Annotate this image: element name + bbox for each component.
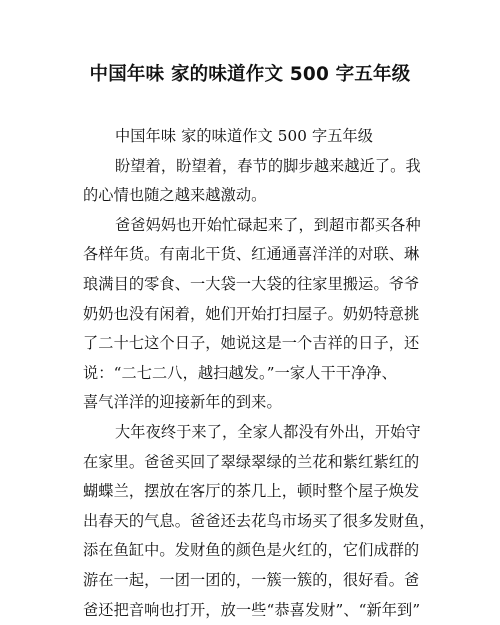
essay-body: [83, 122, 423, 625]
document-title: 中国年味 家的味道作文 500 字五年级: [0, 62, 500, 88]
essay-line: 爸爸妈妈也开始忙碌起来了，到超市都买各种: [83, 211, 423, 241]
essay-subtitle-line: 中国年味 家的味道作文 500 字五年级: [83, 122, 423, 152]
essay-line: 说：“二七二八，越扫越发。”一家人干干净净、: [83, 359, 423, 389]
essay-line: 了二十七这个日子，她说这是一个吉祥的日子，还: [83, 329, 423, 359]
essay-line: 奶奶也没有闲着，她们开始打扫屋子。奶奶特意挑: [83, 300, 423, 330]
essay-line: 的心情也随之越来越激动。: [83, 181, 423, 211]
essay-line: 游在一起，一团一团的，一簇一簇的，很好看。爸: [83, 566, 423, 596]
essay-line: 琅满目的零食、一大袋一大袋的往家里搬运。爷爷: [83, 270, 423, 300]
essay-line: 出春天的气息。爸爸还去花鸟市场买了很多发财鱼，: [83, 507, 423, 537]
essay-line: 在家里。爸爸买回了翠绿翠绿的兰花和紫红紫红的: [83, 448, 423, 478]
essay-line: 添在鱼缸中。发财鱼的颜色是火红的，它们成群的: [83, 536, 423, 566]
essay-line: 喜气洋洋的迎接新年的到来。: [83, 388, 423, 418]
essay-line: 各样年货。有南北干货、红通通喜洋洋的对联、琳: [83, 240, 423, 270]
essay-line: 大年夜终于来了，全家人都没有外出，开始守: [83, 418, 423, 448]
essay-line: 爸还把音响也打开，放一些“恭喜发财”、“新年到”: [83, 596, 423, 625]
essay-line: 蝴蝶兰，摆放在客厅的茶几上，顿时整个屋子焕发: [83, 477, 423, 507]
essay-line: 盼望着，盼望着，春节的脚步越来越近了。我: [83, 152, 423, 182]
